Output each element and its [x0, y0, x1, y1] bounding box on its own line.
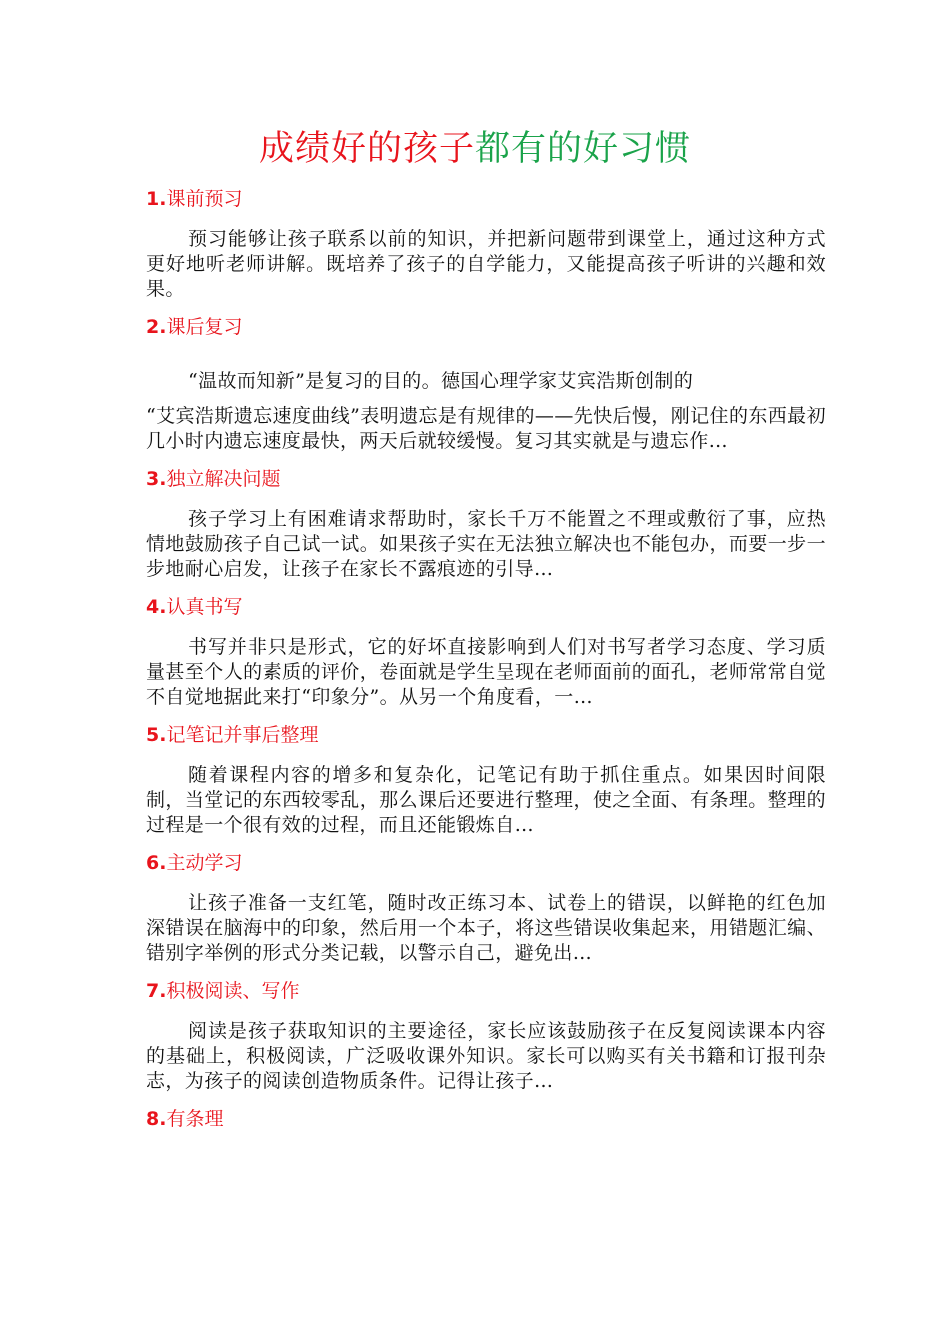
- section-7: [146, 978, 826, 1094]
- section-heading: 2.课后复习: [146, 316, 243, 338]
- page-title: [0, 126, 950, 172]
- section-4: [146, 594, 826, 710]
- section-6: [146, 850, 826, 966]
- section-paragraph: 随着课程内容的增多和复杂化，记笔记有助于抓住重点。如果因时间限制，当堂记的东西较零乱，那么课后还要进行整理，使之全面、有条理。整理的过程是一个很有效的过程，而且还能锻炼自…: [146, 764, 826, 836]
- section-paragraph: 预习能够让孩子联系以前的知识，并把新问题带到课堂上，通过这种方式更好地听老师讲解。既培养了孩子的自学能力，又能提高孩子听讲的兴趣和效果。: [146, 228, 826, 300]
- section-1: [146, 186, 826, 302]
- section-paragraph: 阅读是孩子获取知识的主要途径，家长应该鼓励孩子在反复阅读课本内容的基础上，积极阅读，广泛吸收课外知识。家长可以购买有关书籍和订报刊杂志，为孩子的阅读创造物质条件。记得让孩子…: [146, 1020, 826, 1092]
- section-heading: 8.有条理: [146, 1108, 224, 1130]
- section-heading: 3.独立解决问题: [146, 468, 281, 490]
- section-heading: 1.课前预习: [146, 188, 243, 210]
- section-paragraph: “温故而知新”是复习的目的。德国心理学家艾宾浩斯创制的: [188, 370, 694, 392]
- section-paragraph: 孩子学习上有困难请求帮助时，家长千万不能置之不理或敷衍了事，应热情地鼓励孩子自己试一试。如果孩子实在无法独立解决也不能包办，而要一步一步地耐心启发，让孩子在家长不露痕迹的引导…: [146, 508, 826, 580]
- section-8: [146, 1106, 826, 1132]
- section-3: [146, 466, 826, 582]
- title-green-part: 都有的好习惯: [475, 129, 692, 169]
- section-paragraph: “艾宾浩斯遗忘速度曲线”表明遗忘是有规律的——先快后慢，刚记住的东西最初几小时内遗忘速度最快，两天后就较缓慢。复习其实就是与遗忘作…: [146, 405, 826, 452]
- section-2: [146, 314, 826, 454]
- title-red-part: 成绩好的孩子: [258, 129, 475, 169]
- article-body: [146, 186, 826, 1132]
- section-paragraph: 书写并非只是形式，它的好坏直接影响到人们对书写者学习态度、学习质量甚至个人的素质的评价，卷面就是学生呈现在老师面前的面孔，老师常常自觉不自觉地据此来打“印象分”。从另一个角度看，一…: [146, 636, 826, 708]
- section-heading: 7.积极阅读、写作: [146, 980, 300, 1002]
- section-5: [146, 722, 826, 838]
- section-heading: 5.记笔记并事后整理: [146, 724, 319, 746]
- section-heading: 4.认真书写: [146, 596, 243, 618]
- section-paragraph: 让孩子准备一支红笔，随时改正练习本、试卷上的错误，以鲜艳的红色加深错误在脑海中的印象，然后用一个本子，将这些错误收集起来，用错题汇编、错别字举例的形式分类记载，以警示自己，避免出…: [146, 892, 826, 964]
- section-heading: 6.主动学习: [146, 852, 243, 874]
